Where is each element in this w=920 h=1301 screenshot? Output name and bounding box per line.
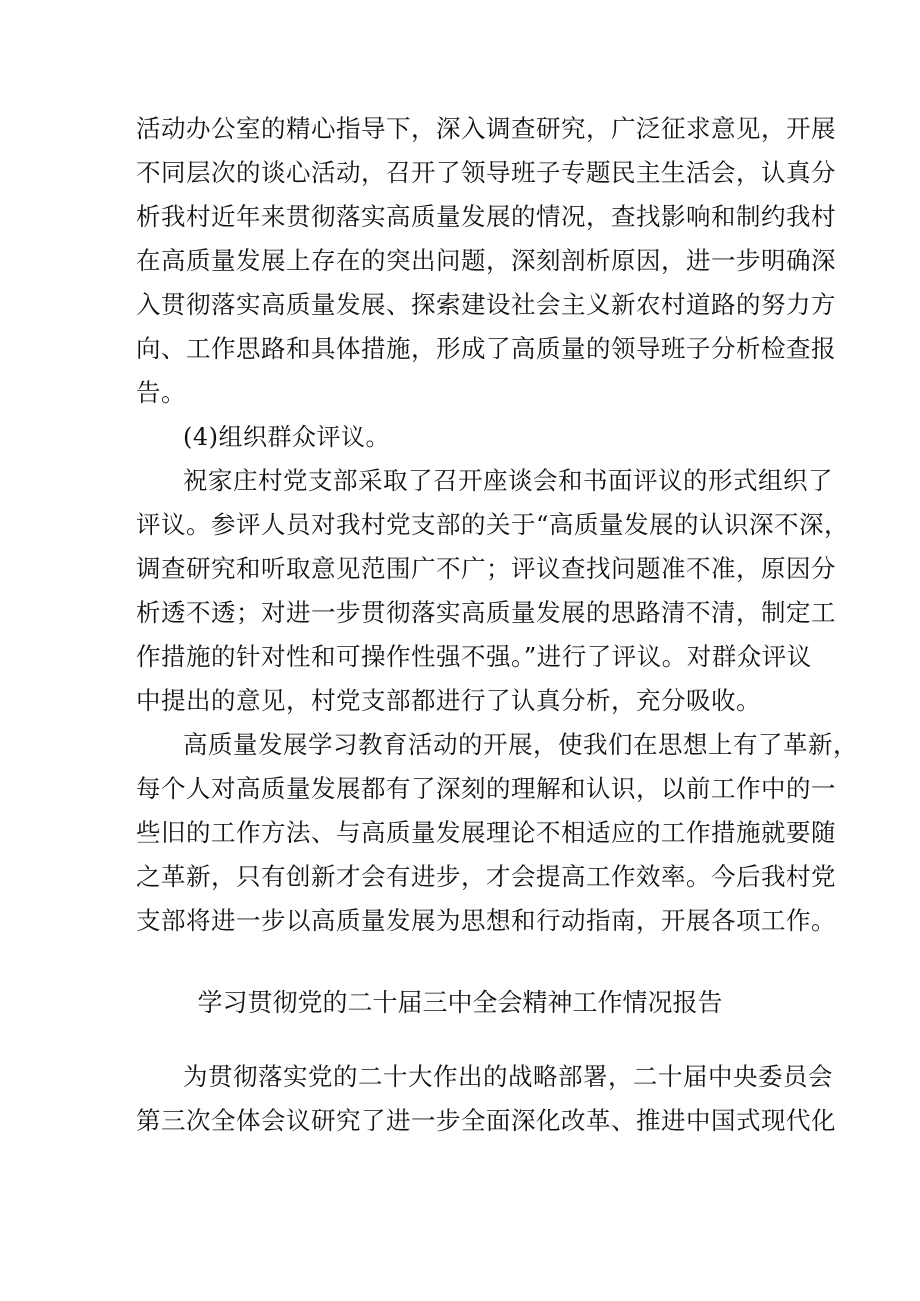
paragraph-line: 些旧的工作方法、与高质量发展理论不相适应的工作措施就要随 xyxy=(136,818,836,847)
paragraph-line: 每个人对高质量发展都有了深刻的理解和认识，以前工作中的一 xyxy=(136,774,836,803)
paragraph-line: 告。 xyxy=(136,378,186,407)
paragraph-line: 析透不透；对进一步贯彻落实高质量发展的思路清不清，制定工 xyxy=(136,598,836,627)
paragraph-line: 支部将进一步以高质量发展为思想和行动指南，开展各项工作。 xyxy=(136,906,836,935)
paragraph-line: 中提出的意见，村党支部都进行了认真分析，充分吸收。 xyxy=(136,686,761,715)
paragraph-line: 调查研究和听取意见范围广不广；评议查找问题准不准，原因分 xyxy=(136,554,836,583)
paragraph-line: 析我村近年来贯彻落实高质量发展的情况，查找影响和制约我村 xyxy=(136,202,836,231)
paragraph-line: 为贯彻落实党的二十大作出的战略部署，二十届中央委员会 xyxy=(183,1062,833,1091)
paragraph-line: 高质量发展学习教育活动的开展，使我们在思想上有了革新， xyxy=(183,730,858,759)
paragraph-line: 评议。参评人员对我村党支部的关于“高质量发展的认识深不深， xyxy=(136,510,850,539)
paragraph-line: 祝家庄村党支部采取了召开座谈会和书面评议的形式组织了 xyxy=(183,466,833,495)
paragraph-line: 之革新，只有创新才会有进步，才会提高工作效率。今后我村党 xyxy=(136,862,836,891)
paragraph-line: 不同层次的谈心活动，召开了领导班子专题民主生活会，认真分 xyxy=(136,158,836,187)
document-title: 学习贯彻党的二十届三中全会精神工作情况报告 xyxy=(197,988,723,1017)
paragraph-line: 在高质量发展上存在的突出问题，深刻剖析原因，进一步明确深 xyxy=(136,246,836,275)
section-subheading: (4)组织群众评议。 xyxy=(183,423,390,451)
paragraph-line: 活动办公室的精心指导下，深入调查研究，广泛征求意见，开展 xyxy=(136,114,836,143)
paragraph-line: 作措施的针对性和可操作性强不强。”进行了评议。对群众评议 xyxy=(136,642,812,671)
paragraph-line: 入贯彻落实高质量发展、探索建设社会主义新农村道路的努力方 xyxy=(136,290,836,319)
paragraph-line: 第三次全体会议研究了进一步全面深化改革、推进中国式现代化 xyxy=(136,1106,836,1135)
paragraph-line: 向、工作思路和具体措施，形成了高质量的领导班子分析检查报 xyxy=(136,334,836,363)
